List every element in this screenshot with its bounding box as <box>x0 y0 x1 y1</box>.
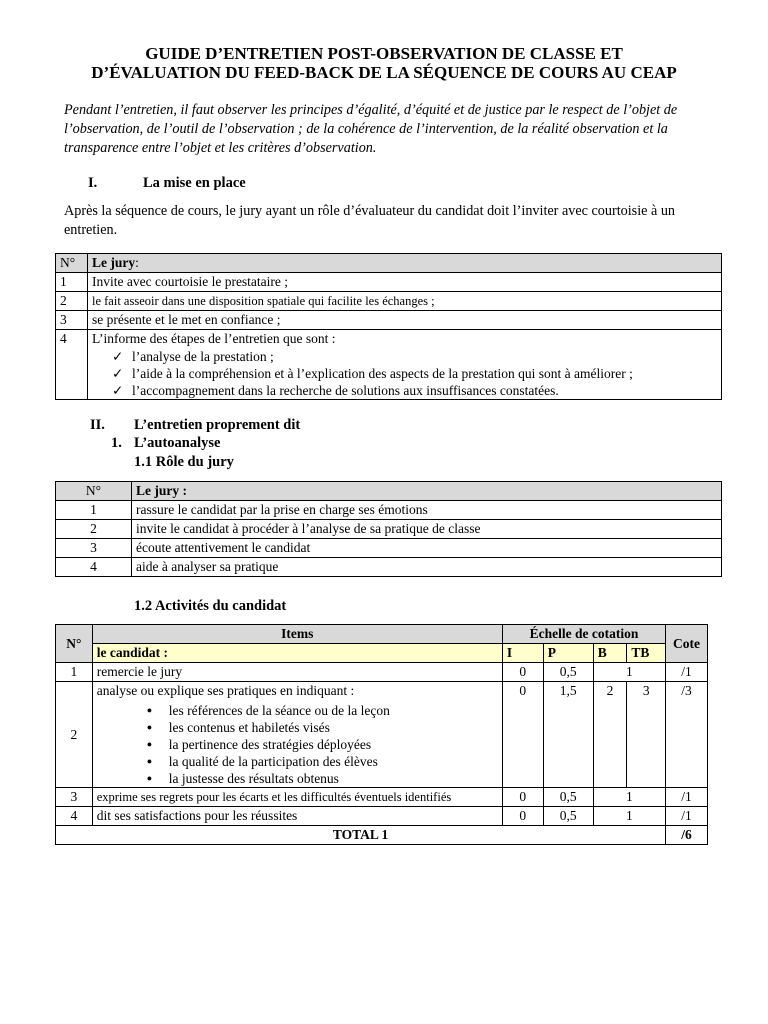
row-text: exprime ses regrets pour les écarts et les difficultés éventuels identifiés <box>92 788 502 807</box>
row-text-intro: analyse ou explique ses pratiques en indiquant : <box>96 683 355 698</box>
header-num: N° <box>56 625 93 663</box>
table-row <box>56 311 722 330</box>
row-num: 4 <box>56 330 88 400</box>
scale-p: P <box>543 644 593 663</box>
row-text: invite le candidat à procéder à l’analyse de sa pratique de classe <box>132 520 722 539</box>
score-i: 0 <box>502 663 543 682</box>
title-line-1: GUIDE D’ENTRETIEN POST-OBSERVATION DE CLASSE ET <box>145 44 623 63</box>
row-num: 3 <box>56 788 93 807</box>
row-text <box>88 330 722 400</box>
table-header-row <box>56 625 708 644</box>
row-num: 1 <box>56 273 88 292</box>
header-jury: Le jury : <box>132 482 722 501</box>
score-i: 0 <box>502 682 543 788</box>
checklist-item: ✓ l’analyse de la prestation ; <box>112 349 274 364</box>
table-row <box>56 788 708 807</box>
row-text: Invite avec courtoisie le prestataire ; <box>88 273 722 292</box>
row-text: se présente et le met en confiance ; <box>88 311 722 330</box>
score-tb: 3 <box>627 682 666 788</box>
scale-i: I <box>502 644 543 663</box>
table-subheader-row <box>56 644 708 663</box>
table-row <box>56 292 722 311</box>
section-1-title: La mise en place <box>143 175 246 191</box>
jury-role-table <box>55 481 722 577</box>
row-text: écoute attentivement le candidat <box>132 539 722 558</box>
section-1-number: I. <box>88 175 98 191</box>
table-row <box>56 807 708 826</box>
row-num: 2 <box>56 682 93 788</box>
score-i: 0 <box>502 807 543 826</box>
subsection-1-number: 1. <box>111 435 122 451</box>
table-row <box>56 682 708 788</box>
header-cote: Cote <box>666 625 708 663</box>
table-row <box>56 273 722 292</box>
checklist-item: ✓ l’accompagnement dans la recherche de solutions aux insuffisances constatées. <box>112 383 559 398</box>
intro-paragraph: Pendant l’entretien, il faut observer les principes d’égalité, d’équité et de justice par le respect de l’objet de l’observation, de l’outil de l’observation ; de la cohérence de l’intervention, de la réalité observation et la transparence entre l’objet et les critères d’observation. <box>64 102 678 156</box>
score-p: 1,5 <box>543 682 593 788</box>
row-num: 4 <box>56 558 132 577</box>
row-cote: /1 <box>666 663 708 682</box>
total-row <box>56 826 708 845</box>
row-cote: /1 <box>666 807 708 826</box>
scale-b: B <box>593 644 627 663</box>
table-row <box>56 558 722 577</box>
row-num: 2 <box>56 292 88 311</box>
row-num: 3 <box>56 311 88 330</box>
header-items: Items <box>92 625 502 644</box>
table-row <box>56 539 722 558</box>
row-num: 1 <box>56 501 132 520</box>
table-row <box>56 501 722 520</box>
jury-setup-table <box>55 253 722 400</box>
row-cote: /1 <box>666 788 708 807</box>
row-text: rassure le candidat par la prise en charge ses émotions <box>132 501 722 520</box>
bullet-item: ● les contenus et habiletés visés <box>169 719 498 736</box>
section-1-paragraph: Après la séquence de cours, le jury ayant un rôle d’évaluateur du candidat doit l’inviter avec courtoisie à un entretien. <box>64 203 676 238</box>
table-row <box>56 330 722 400</box>
bullet-item: ● la justesse des résultats obtenus <box>169 770 498 787</box>
header-scale: Échelle de cotation <box>502 625 665 644</box>
document-title <box>40 44 728 82</box>
score-p: 0,5 <box>543 663 593 682</box>
header-jury: Le jury: <box>88 254 722 273</box>
bullet-item: ● la pertinence des stratégies déployées <box>169 736 498 753</box>
section-2-title: L’entretien proprement dit <box>134 417 301 433</box>
check-icon: ✓ <box>112 366 124 381</box>
subsection-1-title: L’autoanalyse <box>134 435 221 451</box>
row-num: 1 <box>56 663 93 682</box>
candidate-activities-table <box>55 624 708 845</box>
score-b-tb: 1 <box>593 663 665 682</box>
checklist-item: ✓ l’aide à la compréhension et à l’explication des aspects de la prestation qui sont à améliorer ; <box>112 366 633 381</box>
row-text-intro: L’informe des étapes de l’entretien que sont : <box>92 331 336 346</box>
table-header-row <box>56 254 722 273</box>
section-2-number: II. <box>90 417 105 433</box>
bullet-item: ● la qualité de la participation des élèves <box>169 753 498 770</box>
subsection-1-1-heading: 1.1 Rôle du jury <box>134 454 234 470</box>
row-text: aide à analyser sa pratique <box>132 558 722 577</box>
row-text: remercie le jury <box>92 663 502 682</box>
section-2-heading <box>90 417 300 434</box>
row-cote: /3 <box>666 682 708 788</box>
header-num: N° <box>56 482 132 501</box>
header-num: N° <box>56 254 88 273</box>
title-line-2: D’ÉVALUATION DU FEED-BACK DE LA SÉQUENCE DE COURS AU CEAP <box>91 63 677 82</box>
row-text: le fait asseoir dans une disposition spatiale qui facilite les échanges ; <box>88 292 722 311</box>
bullet-item: ● les références de la séance ou de la leçon <box>169 702 498 719</box>
score-i: 0 <box>502 788 543 807</box>
bullet-list <box>97 702 498 787</box>
score-b-tb: 1 <box>593 807 665 826</box>
subsection-1-2-heading: 1.2 Activités du candidat <box>134 598 287 614</box>
checklist <box>92 348 717 399</box>
scale-tb: TB <box>627 644 666 663</box>
row-num: 3 <box>56 539 132 558</box>
total-value: /6 <box>666 826 708 845</box>
row-text: dit ses satisfactions pour les réussites <box>92 807 502 826</box>
row-num: 2 <box>56 520 132 539</box>
score-p: 0,5 <box>543 807 593 826</box>
score-p: 0,5 <box>543 788 593 807</box>
row-text <box>92 682 502 788</box>
subsection-1-heading <box>111 435 220 452</box>
score-b-tb: 1 <box>593 788 665 807</box>
score-b: 2 <box>593 682 627 788</box>
subheader-candidat: le candidat : <box>92 644 502 663</box>
table-row <box>56 520 722 539</box>
check-icon: ✓ <box>112 349 124 364</box>
check-icon: ✓ <box>112 383 124 398</box>
row-num: 4 <box>56 807 93 826</box>
table-header-row <box>56 482 722 501</box>
section-1-heading <box>88 175 246 192</box>
table-row <box>56 663 708 682</box>
total-label: TOTAL 1 <box>56 826 666 845</box>
